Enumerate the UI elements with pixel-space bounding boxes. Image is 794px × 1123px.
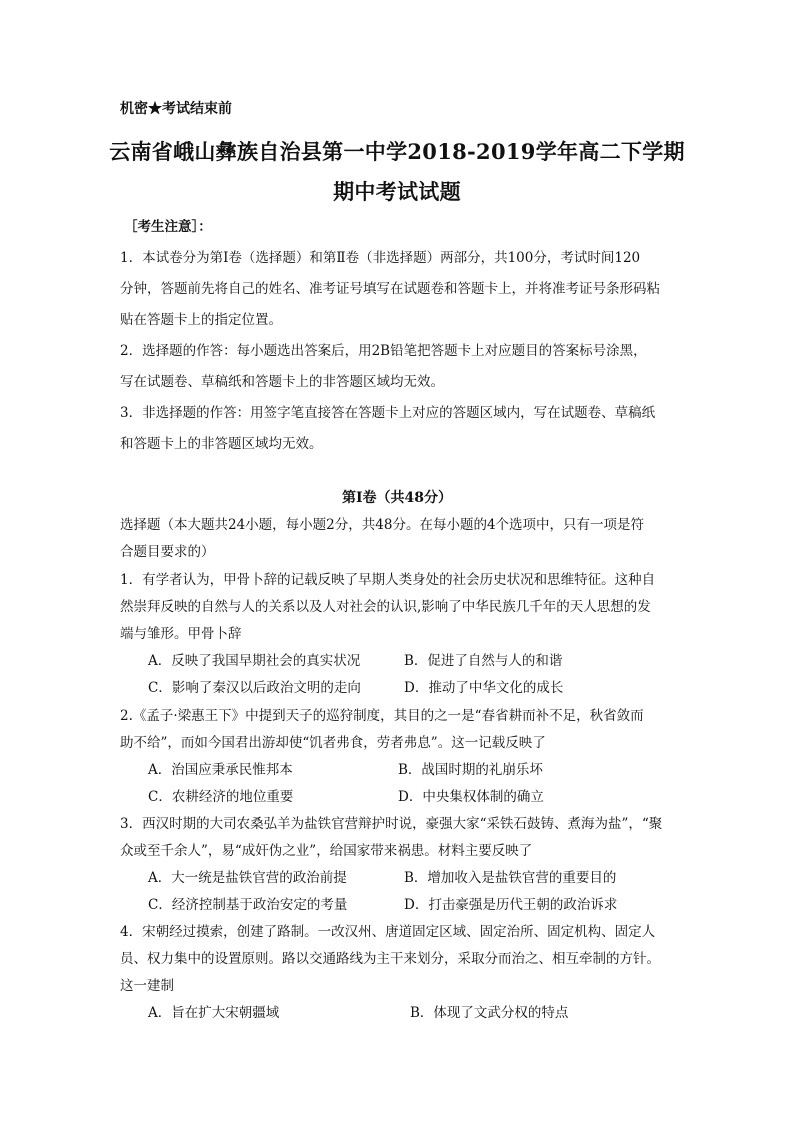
question-1-stem: 1．有学者认为，甲骨卜辞的记载反映了早期人类身处的社会历史状况和思维特征。这种自 bbox=[120, 572, 656, 588]
question-4-option-b[interactable]: B．体现了文武分权的特点 bbox=[410, 1005, 569, 1021]
section-intro-line: 选择题（本大题共24小题，每小题2分，共48分。在每小题的4个选项中，只有一项是符 bbox=[120, 517, 645, 533]
notice-line: 1．本试卷分为第Ⅰ卷（选择题）和第Ⅱ卷（非选择题）两部分，共100分，考试时间120 bbox=[120, 250, 641, 266]
notice-line: 和答题卡上的非答题区域均无效。 bbox=[120, 436, 323, 452]
question-2-option-b[interactable]: B．战国时期的礼崩乐坏 bbox=[398, 762, 543, 778]
question-1-option-b[interactable]: B．促进了自然与人的和谐 bbox=[404, 653, 563, 669]
question-4-stem: 这一建制 bbox=[120, 978, 174, 994]
question-2-stem: 助不给”，而如今国君出游却使“饥者弗食，劳者弗息”。这一记载反映了 bbox=[120, 735, 546, 751]
question-3-option-b[interactable]: B．增加收入是盐铁官营的重要目的 bbox=[404, 870, 617, 886]
question-4-stem: 员、权力集中的设置原则。路以交通路线为主干来划分，采取分而治之、相互牵制的方针。 bbox=[120, 951, 660, 967]
question-4-stem: 4．宋朝经过摸索，创建了路制。一改汉州、唐道固定区域、固定治所、固定机构、固定人 bbox=[120, 924, 656, 940]
notice-line: 分钟，答题前先将自己的姓名、准考证号填写在试题卷和答题卡上，并将准考证号条形码粘 bbox=[120, 281, 660, 297]
question-1-stem: 端与雏形。甲骨卜辞 bbox=[120, 626, 242, 642]
question-1-option-d[interactable]: D．推动了中华文化的成长 bbox=[404, 680, 564, 696]
notice-line: 2．选择题的作答：每小题选出答案后，用2B铅笔把答题卡上对应题目的答案标号涂黑， bbox=[120, 343, 647, 359]
question-1-stem: 然崇拜反映的自然与人的关系以及人对社会的认识,影响了中华民族几千年的天人思想的发 bbox=[120, 599, 651, 615]
exam-title-line-1: 云南省峨山彝族自治县第一中学2018-2019学年高二下学期 bbox=[109, 139, 685, 164]
question-2-option-d[interactable]: D．中央集权体制的确立 bbox=[398, 789, 544, 805]
exam-title-line-2: 期中考试试题 bbox=[333, 179, 461, 204]
question-1-option-c[interactable]: C．影响了秦汉以后政治文明的走向 bbox=[148, 680, 361, 696]
question-2-stem: 2.《孟子·梁惠王下》中提到天子的巡狩制度，其目的之一是“春省耕而补不足，秋省敛而 bbox=[120, 708, 644, 724]
question-3-stem: 众或至千余人”，易“成奸伪之业”，给国家带来祸患。材料主要反映了 bbox=[120, 843, 533, 859]
confidential-label: 机密★考试结束前 bbox=[120, 101, 232, 117]
notice-line: 写在试题卷、草稿纸和答题卡上的非答题区域均无效。 bbox=[120, 374, 444, 390]
question-3-stem: 3．西汉时期的大司农桑弘羊为盐铁官营辩护时说，豪强大家“采铁石鼓铸、煮海为盐”，“聚 bbox=[120, 816, 663, 832]
question-3-option-a[interactable]: A．大一统是盐铁官营的政治前提 bbox=[148, 870, 347, 886]
notice-heading: ［考生注意］： bbox=[124, 219, 212, 235]
question-2-option-c[interactable]: C．农耕经济的地位重要 bbox=[148, 789, 294, 805]
notice-line: 贴在答题卡上的指定位置。 bbox=[120, 312, 282, 328]
section-intro-line: 合题目要求的） bbox=[120, 544, 215, 560]
question-3-option-d[interactable]: D．打击豪强是历代王朝的政治诉求 bbox=[404, 897, 618, 913]
question-2-option-a[interactable]: A．治国应秉承民惟邦本 bbox=[148, 762, 293, 778]
notice-line: 3．非选择题的作答：用签字笔直接答在答题卡上对应的答题区域内，写在试题卷、草稿纸 bbox=[120, 405, 656, 421]
question-4-option-a[interactable]: A．旨在扩大宋朝疆域 bbox=[148, 1005, 280, 1021]
question-3-option-c[interactable]: C．经济控制基于政治安定的考量 bbox=[148, 897, 348, 913]
section-heading: 第Ⅰ卷（共48分） bbox=[341, 490, 453, 506]
question-1-option-a[interactable]: A．反映了我国早期社会的真实状况 bbox=[148, 653, 361, 669]
